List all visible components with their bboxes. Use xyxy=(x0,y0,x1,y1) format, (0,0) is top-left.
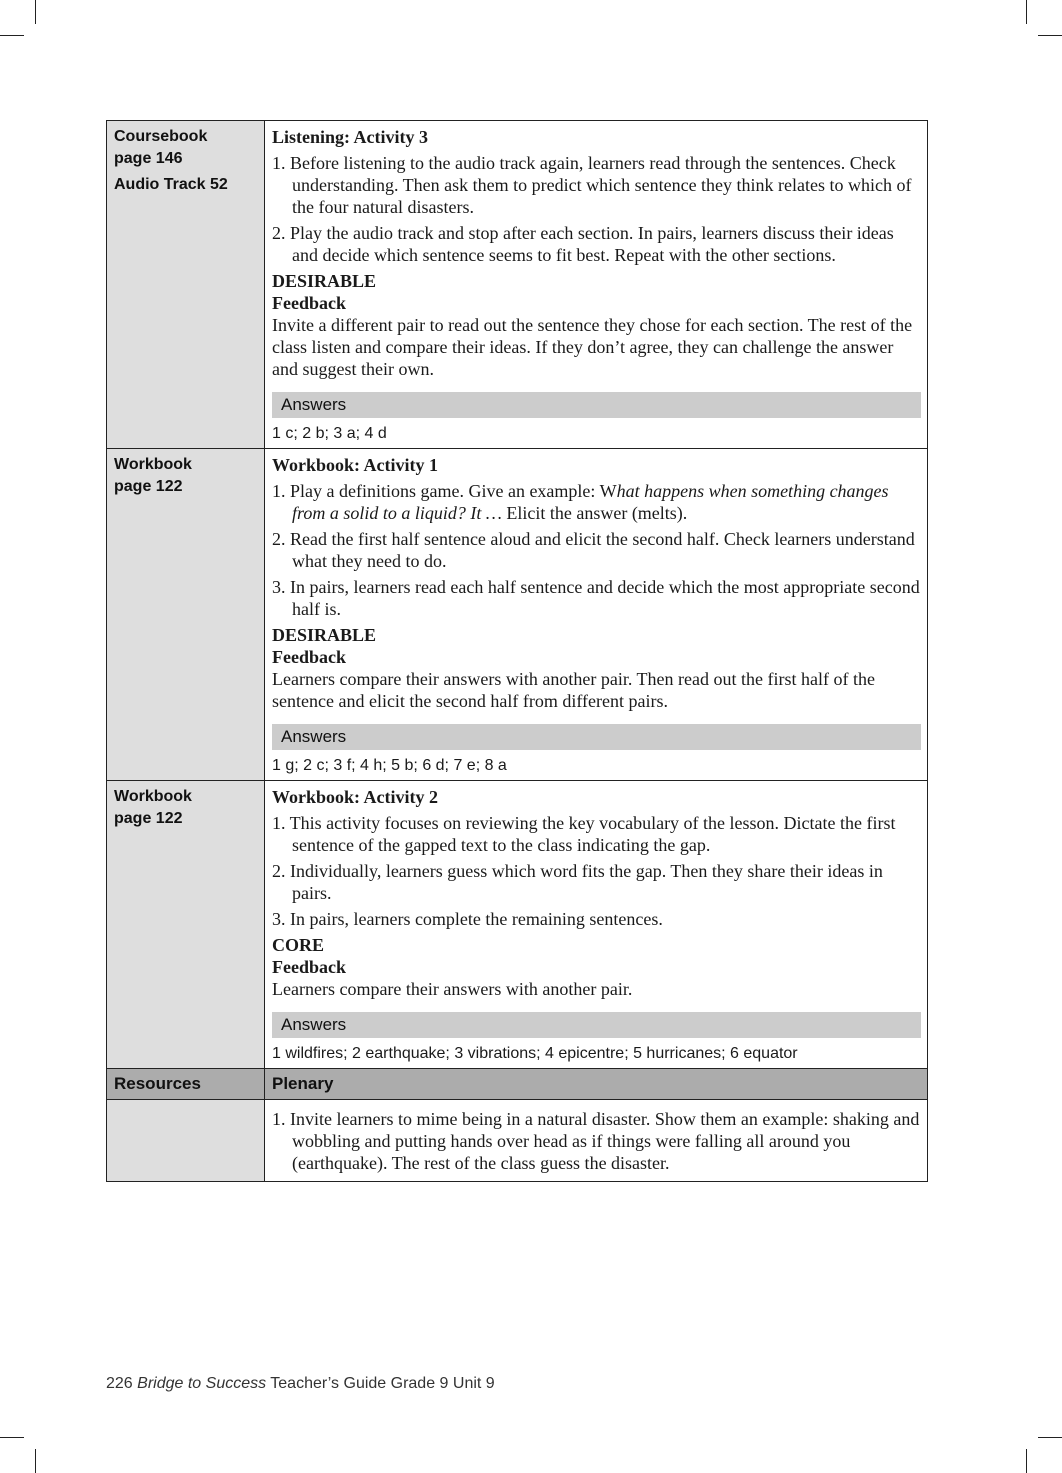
crop-mark xyxy=(1026,0,1027,24)
page-footer xyxy=(106,1375,495,1393)
list-item: 1. Invite learners to mime being in a natural disaster. Show them an example: shaking and wobbling and putting hands over head as if things were falling all around you (earthquake). The rest of the class guess the disaster. xyxy=(272,1109,920,1173)
level-label: DESIRABLE xyxy=(272,271,377,291)
crop-mark xyxy=(35,1449,36,1473)
feedback-text: Invite a different pair to read out the sentence they chose for each section. The rest of the class listen and compare their ideas. If they don’t agree, they can challenge the answer and suggest their own. xyxy=(272,315,913,379)
crop-mark xyxy=(1038,35,1062,36)
reference-cell xyxy=(107,121,265,449)
resources-cell xyxy=(107,1100,265,1182)
answers-text: 1 g; 2 c; 3 f; 4 h; 5 b; 6 d; 7 e; 8 a xyxy=(272,757,507,774)
lesson-plan-table xyxy=(106,120,928,1182)
level-label: CORE xyxy=(272,935,325,955)
feedback-text: Learners compare their answers with another pair. xyxy=(272,979,633,999)
feedback-label: Feedback xyxy=(272,293,346,313)
step-text: Elicit the answer (melts). xyxy=(501,503,688,523)
feedback-label: Feedback xyxy=(272,647,346,667)
table-row xyxy=(107,121,928,449)
crop-mark xyxy=(35,0,36,24)
activity-title: Workbook: Activity 2 xyxy=(272,787,439,807)
steps-list xyxy=(272,812,921,930)
list-item: 2. Individually, learners guess which word fits the gap. Then they share their ideas in pairs. xyxy=(272,861,883,903)
answers-header: Answers xyxy=(272,724,921,750)
reference-line: Audio Track 52 xyxy=(114,176,228,193)
steps-list xyxy=(272,152,921,266)
list-item: 2. Read the first half sentence aloud and elicit the second half. Check learners understand what they need to do. xyxy=(272,529,915,571)
table-row xyxy=(107,781,928,1069)
resources-label: Resources xyxy=(114,1074,201,1093)
activity-cell xyxy=(265,121,928,449)
answers-text: 1 wildfires; 2 earthquake; 3 vibrations; 4 epicentre; 5 hurricanes; 6 equator xyxy=(272,1045,798,1062)
table-row xyxy=(107,449,928,781)
crop-mark xyxy=(0,35,24,36)
book-title: Bridge to Success xyxy=(137,1375,267,1392)
reference-cell xyxy=(107,781,265,1069)
reference-line: Workbook xyxy=(114,456,192,473)
plenary-title: Plenary xyxy=(272,1074,334,1093)
crop-mark xyxy=(1038,1437,1062,1438)
step-example-text: hat happens when something changes from a solid to a liquid? It … xyxy=(292,481,889,523)
answers-header: Answers xyxy=(272,392,921,418)
reference-line: page 122 xyxy=(114,478,183,495)
plenary-cell xyxy=(265,1100,928,1182)
steps-list xyxy=(272,1108,921,1174)
activity-title: Listening: Activity 3 xyxy=(272,127,428,147)
footer-text: Teacher’s Guide Grade 9 Unit 9 xyxy=(270,1375,495,1392)
list-item: 1. Before listening to the audio track again, learners read through the sentences. Check understanding. Then ask them to predict which sentence they think relates to which of the four natural disasters. xyxy=(272,153,912,217)
reference-line: page 122 xyxy=(114,810,183,827)
level-label: DESIRABLE xyxy=(272,625,377,645)
reference-line: Workbook xyxy=(114,788,192,805)
step-text: 1. Play a definitions game. Give an example: W xyxy=(272,481,617,501)
feedback-label: Feedback xyxy=(272,957,346,977)
reference-line: page 146 xyxy=(114,150,183,167)
resources-header-cell xyxy=(107,1069,265,1100)
list-item: 1. This activity focuses on reviewing the key vocabulary of the lesson. Dictate the first sentence of the gapped text to the class indicating the gap. xyxy=(272,813,896,855)
reference-line: Coursebook xyxy=(114,128,208,145)
answers-text: 1 c; 2 b; 3 a; 4 d xyxy=(272,425,387,442)
plenary-row xyxy=(107,1100,928,1182)
crop-mark xyxy=(0,1437,24,1438)
list-item: 3. In pairs, learners complete the remaining sentences. xyxy=(272,909,663,929)
list-item: 3. In pairs, learners read each half sentence and decide which the most appropriate second half is. xyxy=(272,577,920,619)
plenary-header-row xyxy=(107,1069,928,1100)
crop-mark xyxy=(1026,1449,1027,1473)
answers-header: Answers xyxy=(272,1012,921,1038)
list-item xyxy=(272,480,921,524)
activity-title: Workbook: Activity 1 xyxy=(272,455,439,475)
plenary-header-cell xyxy=(265,1069,928,1100)
activity-cell xyxy=(265,449,928,781)
reference-cell xyxy=(107,449,265,781)
page-number: 226 xyxy=(106,1375,133,1392)
feedback-text: Learners compare their answers with another pair. Then read out the first half of the sentence and elicit the second half from different pairs. xyxy=(272,669,875,711)
activity-cell xyxy=(265,781,928,1069)
steps-list xyxy=(272,480,921,620)
list-item: 2. Play the audio track and stop after each section. In pairs, learners discuss their ideas and decide which sentence seems to fit best. Repeat with the other sections. xyxy=(272,223,894,265)
